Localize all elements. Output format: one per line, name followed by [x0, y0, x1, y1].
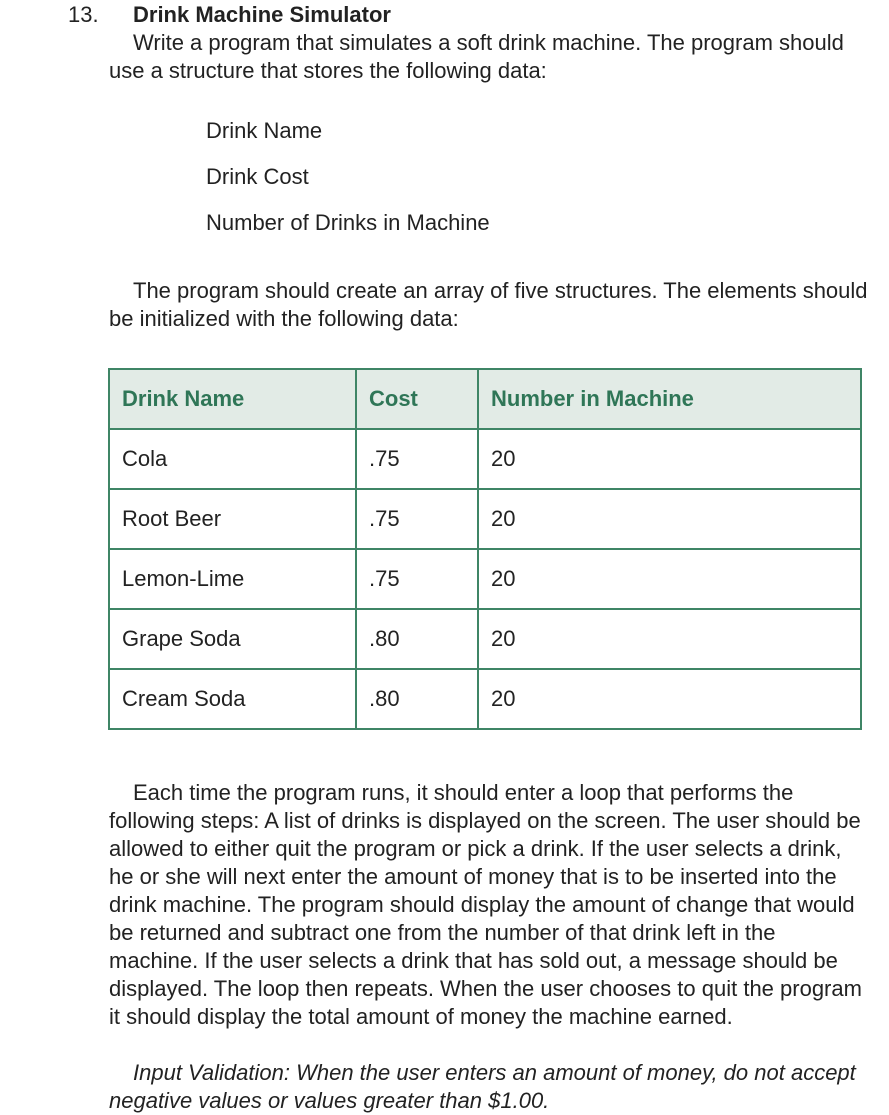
header-number-in-machine: Number in Machine	[478, 369, 861, 429]
field-drink-cost: Drink Cost	[206, 164, 309, 189]
intro-paragraph: Write a program that simulates a soft drink machine. The program should use a structure that stores the following data:	[109, 30, 844, 83]
field-number-of-drinks: Number of Drinks in Machine	[206, 210, 490, 235]
header-cost: Cost	[356, 369, 478, 429]
structure-field-list	[206, 117, 490, 255]
header-drink-name: Drink Name	[109, 369, 356, 429]
cell-drink-name: Lemon-Lime	[109, 549, 356, 609]
cell-drink-name: Root Beer	[109, 489, 356, 549]
cell-cost: .80	[356, 669, 478, 729]
problem-number: 13.	[68, 2, 99, 27]
cell-cost: .75	[356, 429, 478, 489]
field-drink-name: Drink Name	[206, 118, 323, 143]
table-row	[109, 429, 861, 489]
cell-drink-name: Cola	[109, 429, 356, 489]
table-row	[109, 669, 861, 729]
drink-table	[108, 368, 862, 730]
cell-cost: .75	[356, 489, 478, 549]
table-row	[109, 609, 861, 669]
table-row	[109, 549, 861, 609]
problem-title: Drink Machine Simulator	[133, 2, 391, 27]
cell-number: 20	[478, 429, 861, 489]
cell-drink-name: Grape Soda	[109, 609, 356, 669]
input-validation-paragraph: Input Validation: When the user enters an amount of money, do not accept negative values or values greater than $1.00.	[109, 1060, 856, 1113]
table-row	[109, 489, 861, 549]
table-header-row	[109, 369, 861, 429]
cell-number: 20	[478, 669, 861, 729]
cell-number: 20	[478, 609, 861, 669]
array-paragraph: The program should create an array of five structures. The elements should be initialized with the following data:	[109, 278, 868, 331]
cell-number: 20	[478, 549, 861, 609]
loop-paragraph: Each time the program runs, it should enter a loop that performs the following steps: A list of drinks is displayed on the screen. The user should be allowed to either quit the program or pick a drink. If the user selects a drink, he or she will next enter the amount of money that is to be inserted into the drink machine. The program should display the amount of change that would be returned and subtract one from the number of that drink left in the machine. If the user selects a drink that has sold out, a message should be displayed. The loop then repeats. When the user chooses to quit the program it should display the total amount of money the machine earned.	[109, 780, 862, 1029]
cell-cost: .75	[356, 549, 478, 609]
cell-cost: .80	[356, 609, 478, 669]
cell-number: 20	[478, 489, 861, 549]
cell-drink-name: Cream Soda	[109, 669, 356, 729]
